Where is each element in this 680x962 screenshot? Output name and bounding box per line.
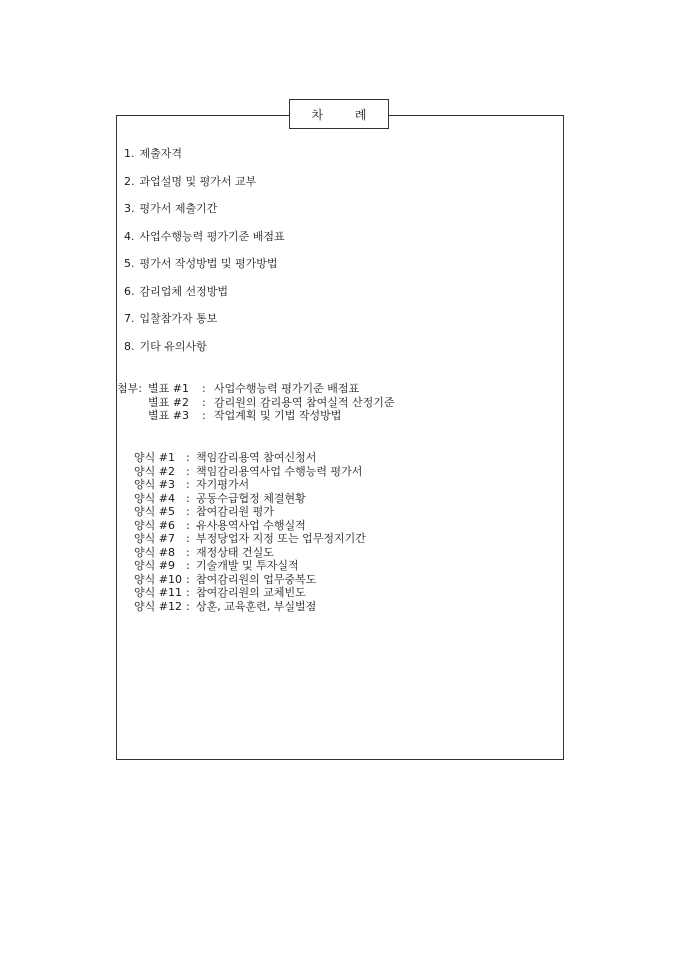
attachment-text: 감리원의 감리용역 참여실적 산정기준 [214,395,395,409]
attachments-list [117,382,395,423]
toc-number: 5. [124,257,135,270]
form-row [134,546,366,560]
form-row [134,559,366,573]
form-code: 양식 #4 [134,491,175,505]
separator-colon: : [186,518,190,532]
toc-text: 제출자격 [139,147,183,160]
form-code: 양식 #1 [134,451,175,464]
form-code: 양식 #12 [134,599,182,613]
attachment-row [117,396,395,410]
attachment-lead-spacer [117,409,148,423]
toc-number: 1. [124,147,135,160]
form-text: 참여감리원의 교체빈도 [196,586,306,599]
attachment-code: 별표 #1 [148,382,189,395]
form-text: 참여감리원의 업무중복도 [196,572,317,586]
form-row [134,465,366,479]
attachment-lead: 첨부: [117,382,142,395]
form-code: 양식 #11 [134,586,182,599]
separator-colon: : [186,505,190,518]
toc-text: 평가서 작성방법 및 평가방법 [139,257,278,270]
attachment-row [117,382,395,396]
form-text: 공동수급협정 체결현황 [196,491,306,505]
form-row [134,451,366,465]
toc-item [124,338,285,366]
form-text: 유사용역사업 수행실적 [196,518,306,532]
form-code: 양식 #2 [134,464,175,478]
form-code: 양식 #5 [134,505,175,518]
form-code: 양식 #6 [134,518,175,532]
form-row [134,573,366,587]
separator-colon: : [186,491,190,505]
separator-colon: : [202,395,206,409]
form-code: 양식 #9 [134,559,175,572]
separator-colon: : [202,409,206,422]
toc-item [124,255,285,283]
toc-text: 사업수행능력 평가기준 배점표 [139,229,285,243]
separator-colon: : [186,478,190,491]
form-text: 책임감리용역 참여신청서 [196,451,317,464]
attachment-code: 별표 #2 [148,395,189,409]
attachment-text: 작업계획 및 기법 작성방법 [214,409,342,422]
toc-text: 입찰참가자 통보 [139,312,218,325]
toc-number: 8. [124,339,135,353]
toc-text: 과업설명 및 평가서 교부 [139,174,257,188]
toc-item [124,145,285,173]
toc-text: 감리업체 선정방법 [139,284,229,298]
attachment-row [117,409,395,423]
page-title: 차 례 [289,99,389,129]
toc-number: 6. [124,284,135,298]
toc-item [124,200,285,228]
toc-number: 4. [124,229,135,243]
form-code: 양식 #8 [134,545,175,559]
form-text: 부정당업자 지정 또는 업무정지기간 [196,532,366,545]
form-row [134,478,366,492]
form-code: 양식 #10 [134,572,182,586]
form-text: 책임감리용역사업 수행능력 평가서 [196,464,363,478]
toc-number: 3. [124,202,135,215]
separator-colon: : [186,464,190,478]
toc-number: 7. [124,312,135,325]
form-row [134,505,366,519]
form-text: 참여감리원 평가 [196,505,274,518]
separator-colon: : [186,545,190,559]
form-text: 자기평가서 [196,478,250,491]
form-text: 상훈, 교육훈련, 부실벌점 [196,599,317,613]
separator-colon: : [186,586,190,599]
form-row [134,492,366,506]
form-row [134,600,366,614]
toc-item [124,283,285,311]
attachment-text: 사업수행능력 평가기준 배점표 [214,382,360,395]
attachment-code: 별표 #3 [148,409,189,422]
toc-text: 기타 유의사항 [139,339,207,353]
toc-text: 평가서 제출기간 [139,202,218,215]
separator-colon: : [186,599,190,613]
toc-item [124,310,285,338]
form-text: 기술개발 및 투자실적 [196,559,299,572]
separator-colon: : [202,382,206,395]
form-row [134,532,366,546]
separator-colon: : [186,559,190,572]
separator-colon: : [186,451,190,464]
form-code: 양식 #7 [134,532,175,545]
toc-item [124,228,285,256]
attachment-lead-spacer [117,396,148,410]
table-of-contents [124,145,285,365]
separator-colon: : [186,532,190,545]
toc-number: 2. [124,174,135,188]
form-row [134,586,366,600]
forms-list [134,451,366,613]
toc-item [124,173,285,201]
separator-colon: : [186,572,190,586]
form-text: 재정상태 건실도 [196,545,274,559]
form-code: 양식 #3 [134,478,175,491]
form-row [134,519,366,533]
